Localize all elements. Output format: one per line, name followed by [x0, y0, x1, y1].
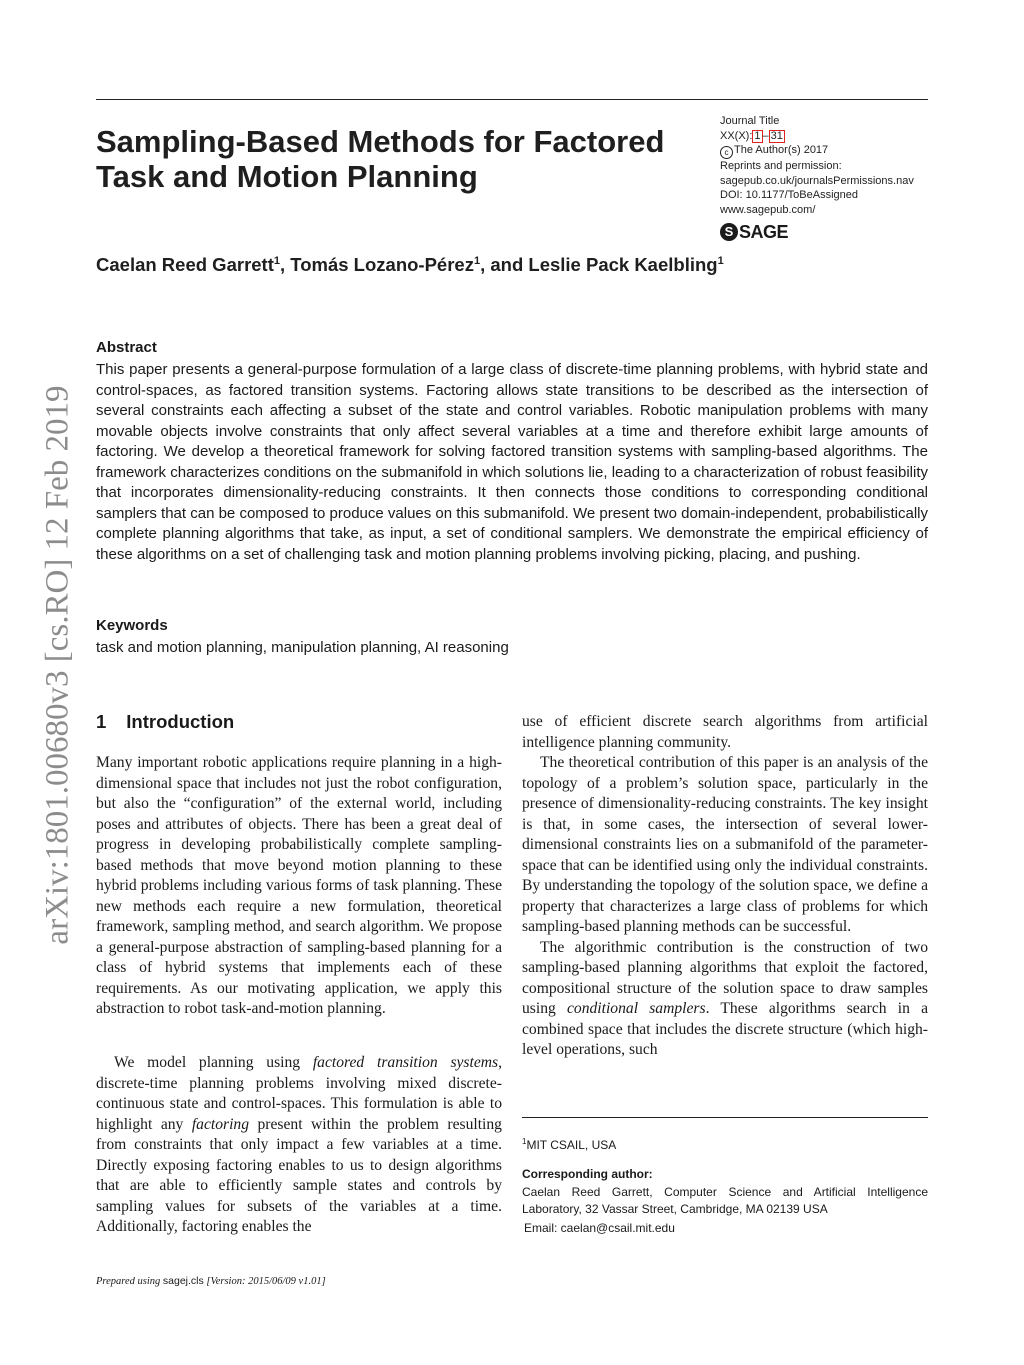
author-affil-mark: 1	[273, 255, 280, 267]
author-list: Caelan Reed Garrett$^1$, Tomás Lozano-Pérez$^1$, and Leslie Pack Kaelbling$^1$	[96, 254, 724, 276]
page-start-link[interactable]: 1	[754, 129, 761, 142]
section-title: Introduction	[126, 711, 235, 732]
abstract-text: This paper presents a general-purpose formulation of a large class of discrete-time planning problems, with hybrid state and control-spaces, as factored transition systems. Factoring allows state transitions to be described as the intersection of several constraints each affecting a subset of the state and control variables. Robotic manipulation problems with many movable objects involve constraints that only affect several variables at a time and therefore exhibit large amounts of factoring. We develop a theoretical framework for solving factored transition systems with sampling-based algorithms. The framework characterizes conditions on the submanifold in which solutions lie, leading to a characterization of robust feasibility that incorporates dimensionality-reducing constraints. It then connects those conditions to corresponding conditional samplers that can be composed to produce values on this submanifold. We present two domain-independent, probabilistically complete planning algorithms that take, as input, a set of conditional samplers. We demonstrate the empirical efficiency of these algorithms on a set of challenging task and motion planning problems involving picking, placing, and pushing.	[96, 361, 928, 563]
body-paragraph: The theoretical contribution of this paper is an analysis of the topology of a problem’s solution space, particularly in the presence of dimensionality-reducing constraints. The key insight is that, in some cases, the intersection of several lower-dimensional constraints lies on a submanifold of the parameter-space that can be identified using only the individual constraints. By understanding the topology of the solution space, we define a property that characterizes a large class of problems for which sampling-based planning methods can be successful.	[522, 754, 928, 935]
corresponding-author-heading: Corresponding author:	[522, 1167, 653, 1181]
author-name: Leslie Pack Kaelbling	[528, 254, 718, 276]
author-affil-mark: 1	[717, 255, 724, 267]
copyright-line: c The Author(s) 2017	[720, 143, 940, 159]
doi: DOI: 10.1177/ToBeAssigned	[720, 189, 858, 201]
body-paragraph: use of efficient discrete search algorithms from artificial intelligence planning community.	[522, 713, 928, 751]
sage-logo-icon: S	[720, 223, 738, 241]
body-column-right	[522, 712, 928, 1061]
footnote-rule	[522, 1117, 928, 1118]
paper-title	[96, 124, 696, 194]
journal-info	[720, 114, 940, 217]
reprints-label: Reprints and permission:	[720, 160, 842, 172]
sage-logo	[720, 221, 788, 243]
journal-volume: XX(X): 1 – 31	[720, 129, 783, 142]
header-rule	[96, 99, 928, 100]
corresponding-author-text: Caelan Reed Garrett, Computer Science and Artificial Intelligence Laboratory, 32 Vassar Street, Cambridge, MA 02139 USA	[522, 1185, 928, 1216]
body-column-left	[96, 753, 502, 1020]
body-paragraph: We model planning using factored transition systems, discrete-time planning problems involving mixed discrete-continuous state and control-spaces. This formulation is able to highlight any factoring present within the problem resulting from constraints that only impact a few variables at a time. Directly exposing factoring enables to us to design algorithms that are able to efficiently sample states and controls by sampling values for subsets of the variables at a time. Additionally, factoring enables the	[96, 1054, 502, 1235]
body-paragraph: Many important robotic applications require planning in a high-dimensional space that includes not just the robot configuration, but also the “configuration” of the external world, including poses and attributes of objects. There has been a great deal of progress in developing probabilistically complete sampling-based methods that move beyond motion planning to these hybrid problems including various forms of task planning. These new methods each require a new formulation, theoretical framework, sampling method, and search algorithm. We propose a general-purpose abstraction of sampling-based planning for a class of hybrid systems that implements each of these requirements. As our motivating application, we apply this abstraction to robot task-and-motion planning.	[96, 754, 502, 1017]
title-line-2: Task and Motion Planning	[96, 159, 478, 194]
page-end-link[interactable]: 31	[770, 129, 783, 142]
abstract-heading: Abstract	[96, 339, 157, 356]
reprints-url: sagepub.co.uk/journalsPermissions.nav	[720, 174, 914, 187]
website: www.sagepub.com/	[720, 203, 816, 216]
journal-title: Journal Title	[720, 115, 780, 127]
copyright-icon: c	[720, 146, 733, 159]
class-file-name: sagej.cls	[162, 1275, 204, 1287]
keywords-heading: Keywords	[96, 617, 168, 634]
section-heading	[96, 711, 234, 733]
arxiv-stamp: arXiv:1801.00680v3 [cs.RO] 12 Feb 2019	[39, 385, 76, 945]
body-paragraph: The algorithmic contribution is the construction of two sampling-based planning algorithms that exploit the factored, compositional structure of the solution space to draw samples using conditional samplers. These algorithms search in a combined space that includes the discrete structure (which high-level operations, such	[522, 938, 928, 1058]
body-column-left-continued	[96, 1053, 502, 1238]
sage-logo-text: SAGE	[739, 221, 789, 242]
author-name: Caelan Reed Garrett	[96, 254, 274, 276]
author-affil-mark: 1	[473, 255, 481, 267]
affiliation: $^1$MIT CSAIL, USA	[522, 1137, 617, 1152]
affiliation-mark: 1	[522, 1137, 527, 1146]
title-line-1: Sampling-Based Methods for Factored	[96, 124, 665, 159]
page-footer: Prepared using sagej.cls [Version: 2015/06/09 v1.01]	[96, 1275, 326, 1287]
corresponding-email: Email: caelan@csail.mit.edu	[524, 1221, 675, 1235]
section-number: 1	[96, 711, 107, 732]
keywords-text: task and motion planning, manipulation planning, AI reasoning	[96, 639, 509, 656]
author-name: Tomás Lozano-Pérez	[290, 254, 474, 276]
